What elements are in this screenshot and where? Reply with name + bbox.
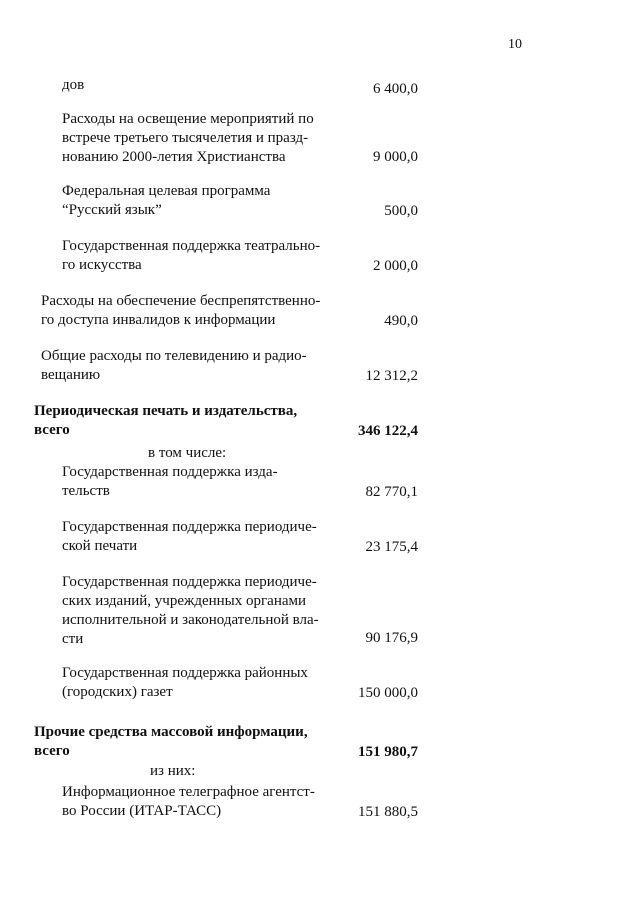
- row-amount: 151 880,5: [358, 804, 418, 820]
- section-press-total: 346 122,4: [358, 423, 418, 439]
- row-amount: 12 312,2: [365, 368, 418, 384]
- row-amount: 90 176,9: [365, 630, 418, 646]
- section-other-media-title: Прочие средства массовой информации, всего: [34, 724, 308, 759]
- row-label: Государственная поддержка районных (городских) газет: [62, 665, 308, 700]
- section-press-title: Периодическая печать и издательства, всего: [34, 403, 298, 438]
- row-amount: 2 000,0: [373, 258, 418, 274]
- row-amount: 82 770,1: [365, 484, 418, 500]
- row-label: дов: [62, 77, 85, 93]
- row-label: Государственная поддержка периодиче- ской печати: [62, 519, 317, 554]
- row-amount: 9 000,0: [373, 149, 418, 165]
- row-amount: 490,0: [384, 313, 418, 329]
- page-number: 10: [508, 37, 522, 52]
- row-label: Федеральная целевая программа “Русский язык”: [62, 183, 271, 218]
- row-amount: 500,0: [384, 203, 418, 219]
- row-label: Государственная поддержка изда- тельств: [62, 464, 278, 499]
- row-amount: 23 175,4: [365, 539, 418, 555]
- section-other-media-subheading: из них:: [150, 763, 196, 779]
- row-label: Общие расходы по телевидению и радио- вещанию: [41, 348, 307, 383]
- section-other-media-total: 151 980,7: [358, 744, 418, 760]
- row-label: Информационное телеграфное агентст- во России (ИТАР-ТАСС): [62, 784, 315, 819]
- section-press-subheading: в том числе:: [148, 445, 227, 461]
- row-label: Расходы на обеспечение беспрепятственно- го доступа инвалидов к информации: [41, 293, 321, 328]
- row-label: Государственная поддержка театрально- го искусства: [62, 238, 321, 273]
- row-label: Расходы на освещение мероприятий по встрече третьего тысячелетия и празд- нованию 2000-летия Христианства: [62, 111, 314, 165]
- row-amount: 6 400,0: [373, 81, 418, 97]
- row-label: Государственная поддержка периодиче- ских изданий, учрежденных органами исполнительной и законодательной вла- сти: [62, 574, 319, 647]
- row-amount: 150 000,0: [358, 685, 418, 701]
